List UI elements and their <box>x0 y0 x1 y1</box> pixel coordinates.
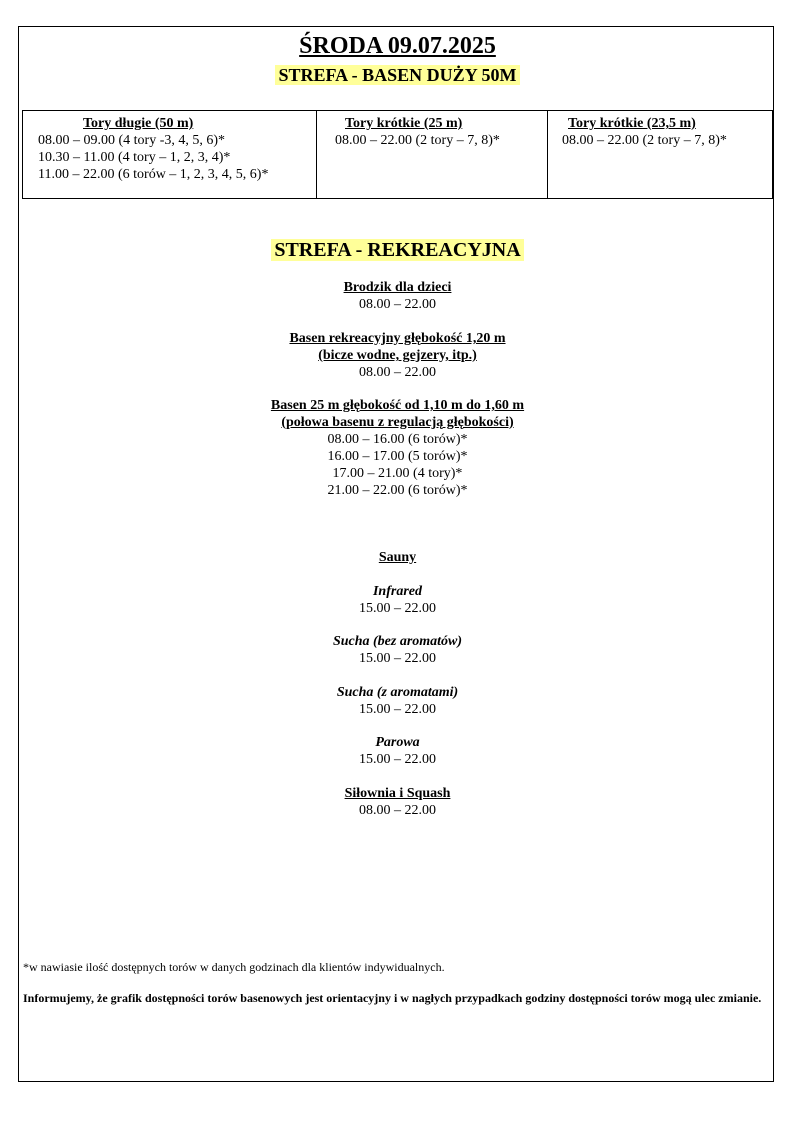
kids-pool-name: Brodzik dla dzieci <box>343 280 452 295</box>
rec-pool-hours: 08.00 – 22.00 <box>359 365 436 380</box>
sauna-item <box>0 583 795 617</box>
lanes-table <box>22 110 773 199</box>
lanes-long-column <box>23 111 317 198</box>
lanes-long-row: 10.30 – 11.00 (4 tory – 1, 2, 3, 4)* <box>38 150 231 165</box>
page-title: ŚRODA 09.07.2025 <box>299 33 496 59</box>
sauna-name: Parowa <box>375 735 420 750</box>
sauna-hours: 15.00 – 22.00 <box>359 702 436 717</box>
lanes-long-row: 08.00 – 09.00 (4 tory -3, 4, 5, 6)* <box>38 133 226 148</box>
rec-pool-name: Basen rekreacyjny głębokość 1,20 m <box>289 331 506 346</box>
rec-pool-note: (bicze wodne, gejzery, itp.) <box>318 348 477 363</box>
sauna-name: Sucha (bez aromatów) <box>332 634 463 649</box>
lanes-short-25-row: 08.00 – 22.00 (2 tory – 7, 8)* <box>335 133 500 148</box>
lanes-long-row: 11.00 – 22.00 (6 torów – 1, 2, 3, 4, 5, 6)* <box>38 167 269 182</box>
sauna-item <box>0 734 795 768</box>
pool25-section <box>0 397 795 499</box>
availability-notice: Informujemy, że grafik dostępności torów basenowych jest orientacyjny i w nagłych przypadkach godziny dostępności torów mogą ulec zmianie. <box>23 991 762 1005</box>
gym-section <box>0 785 795 819</box>
sauna-name: Infrared <box>372 584 422 599</box>
lanes-short-25-column <box>317 111 548 198</box>
footnote: *w nawiasie ilość dostępnych torów w danych godzinach dla klientów indywidualnych. <box>23 960 445 974</box>
recreation-title: STREFA - REKREACYJNA <box>0 237 795 263</box>
lanes-long-heading: Tory długie (50 m) <box>83 116 194 131</box>
sauna-hours: 15.00 – 22.00 <box>359 752 436 767</box>
gym-name: Siłownia i Squash <box>344 786 451 801</box>
pool25-name: Basen 25 m głębokość od 1,10 m do 1,60 m <box>270 398 525 413</box>
sauna-hours: 15.00 – 22.00 <box>359 651 436 666</box>
zone-subtitle: STREFA - BASEN DUŻY 50M <box>0 64 795 86</box>
pool25-row: 08.00 – 16.00 (6 torów)* <box>327 432 468 447</box>
lanes-short-23-column <box>548 111 772 198</box>
pool25-row: 17.00 – 21.00 (4 tory)* <box>332 466 463 481</box>
pool25-row: 16.00 – 17.00 (5 torów)* <box>327 449 468 464</box>
gym-hours: 08.00 – 22.00 <box>359 803 436 818</box>
kids-pool-hours: 08.00 – 22.00 <box>359 297 436 312</box>
kids-pool-section <box>0 279 795 313</box>
pool25-note: (połowa basenu z regulacją głębokości) <box>281 415 514 430</box>
sauna-item <box>0 684 795 718</box>
rec-pool-section <box>0 330 795 381</box>
lanes-short-23-heading: Tory krótkie (23,5 m) <box>568 116 696 131</box>
pool25-row: 21.00 – 22.00 (6 torów)* <box>327 483 468 498</box>
saunas-title: Sauny <box>378 550 417 565</box>
lanes-short-23-row: 08.00 – 22.00 (2 tory – 7, 8)* <box>562 133 727 148</box>
sauna-hours: 15.00 – 22.00 <box>359 601 436 616</box>
lanes-short-25-heading: Tory krótkie (25 m) <box>345 116 463 131</box>
sauna-name: Sucha (z aromatami) <box>336 685 459 700</box>
sauna-item <box>0 633 795 667</box>
